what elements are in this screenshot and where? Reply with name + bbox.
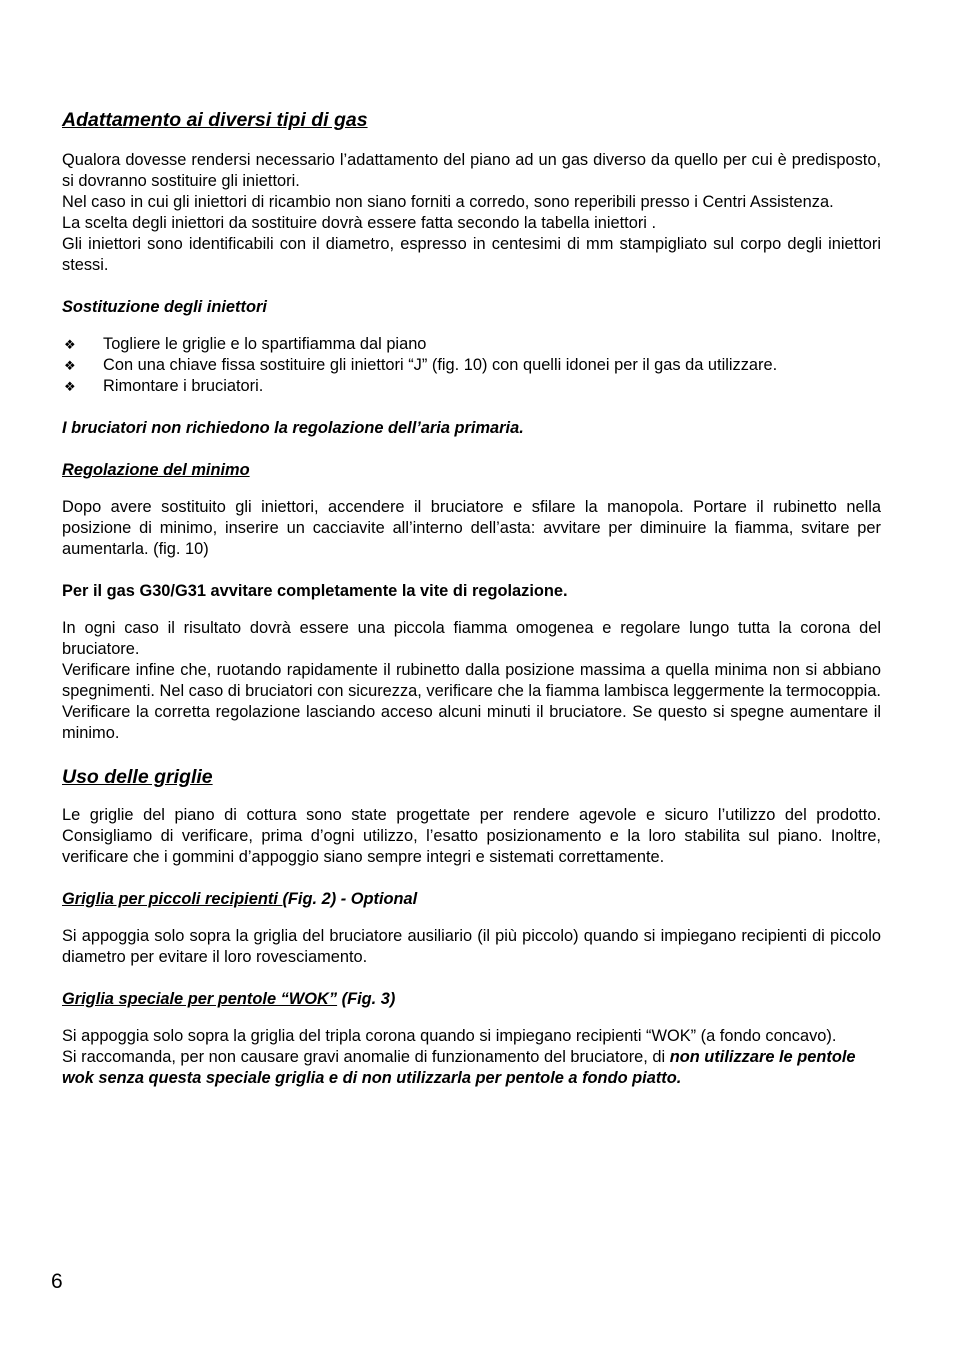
- gas-adaptation-text: [62, 150, 881, 276]
- paragraph: Si appoggia solo sopra la griglia del tripla corona quando si impiegano recipienti “WOK” (a fondo concavo).: [62, 1027, 837, 1045]
- subsection-title-minimum-regulation: Regolazione del minimo: [62, 461, 250, 479]
- subsection-title-wok-grid: Griglia speciale per pentole “WOK” (Fig. 3): [62, 990, 396, 1008]
- paragraph: Gli iniettori sono identificabili con il diametro, espresso in centesimi di mm stampigliato sul corpo degli iniettori stessi.: [62, 235, 881, 274]
- injector-steps-list: [62, 334, 881, 397]
- paragraph: Dopo avere sostituito gli iniettori, accendere il bruciatore e sfilare la manopola. Portare il rubinetto nella posizione di minimo, inserire un cacciavite all’interno dell’asta: avvitare per diminuire la fiamma, svitare per aumentarla. (fig. 10): [62, 498, 881, 558]
- paragraph: Le griglie del piano di cottura sono state progettate per rendere agevole e sicuro l’utilizzo del prodotto. Consigliamo di verificare, prima d’ogni utilizzo, l’esatto posizionamento e la loro stabilita sul piano. Inoltre, verificare che i gommini d’appoggio siano sempre integri e sistemati correttamente.: [62, 806, 881, 866]
- section-title-gas-adaptation: Adattamento ai diversi tipi di gas: [62, 109, 368, 131]
- document-page: [62, 108, 881, 1089]
- paragraph: In ogni caso il risultato dovrà essere una piccola fiamma omogenea e regolare lungo tutta la corona del bruciatore.: [62, 619, 881, 658]
- paragraph: Nel caso in cui gli iniettori di ricambio non siano forniti a corredo, sono reperibili presso i Centri Assistenza.: [62, 193, 834, 211]
- gas-g30-note: Per il gas G30/G31 avvitare completamente la vite di regolazione.: [62, 582, 568, 600]
- paragraph: Si appoggia solo sopra la griglia del bruciatore ausiliario (il più piccolo) quando si impiegano recipienti di piccolo diametro per evitare il loro rovesciamento.: [62, 927, 881, 966]
- section-title-grids: Uso delle griglie: [62, 766, 213, 788]
- diamond-bullet-icon: ❖: [64, 337, 76, 352]
- subsection-title-small-grid: Griglia per piccoli recipienti (Fig. 2) - Optional: [62, 890, 418, 908]
- paragraph: La scelta degli iniettori da sostituire dovrà essere fatta secondo la tabella iniettori .: [62, 214, 657, 232]
- diamond-bullet-icon: ❖: [64, 379, 76, 394]
- paragraph: Verificare infine che, ruotando rapidamente il rubinetto dalla posizione massima a quella minima non si abbiano spegnimenti. Nel caso di bruciatori con sicurezza, verificare che la fiamma lambisca leggermente la termocoppia. Verificare la corretta regolazione lasciando acceso alcuni minuti il bruciatore. Se questo si spegne aumentare il minimo.: [62, 661, 881, 742]
- page-number: 6: [51, 1270, 63, 1293]
- wok-warning-paragraph: Si raccomanda, per non causare gravi anomalie di funzionamento del bruciatore, di non utilizzare le pentole wok senza questa speciale griglia e di non utilizzarla per pentole a fondo piatto.: [62, 1048, 856, 1087]
- list-item: ❖ Rimontare i bruciatori.: [64, 377, 264, 395]
- subsection-title-injectors: Sostituzione degli iniettori: [62, 298, 267, 316]
- list-item: ❖ Con una chiave fissa sostituire gli iniettori “J” (fig. 10) con quelli idonei per il gas da utilizzare.: [64, 356, 778, 374]
- primary-air-note: I bruciatori non richiedono la regolazione dell’aria primaria.: [62, 419, 524, 437]
- diamond-bullet-icon: ❖: [64, 358, 76, 373]
- paragraph: Qualora dovesse rendersi necessario l’adattamento del piano ad un gas diverso da quello per cui è predisposto, si dovranno sostituire gli iniettori.: [62, 151, 881, 190]
- minimum-regulation-text: [62, 618, 881, 744]
- list-item: ❖ Togliere le griglie e lo spartifiamma dal piano: [64, 335, 427, 353]
